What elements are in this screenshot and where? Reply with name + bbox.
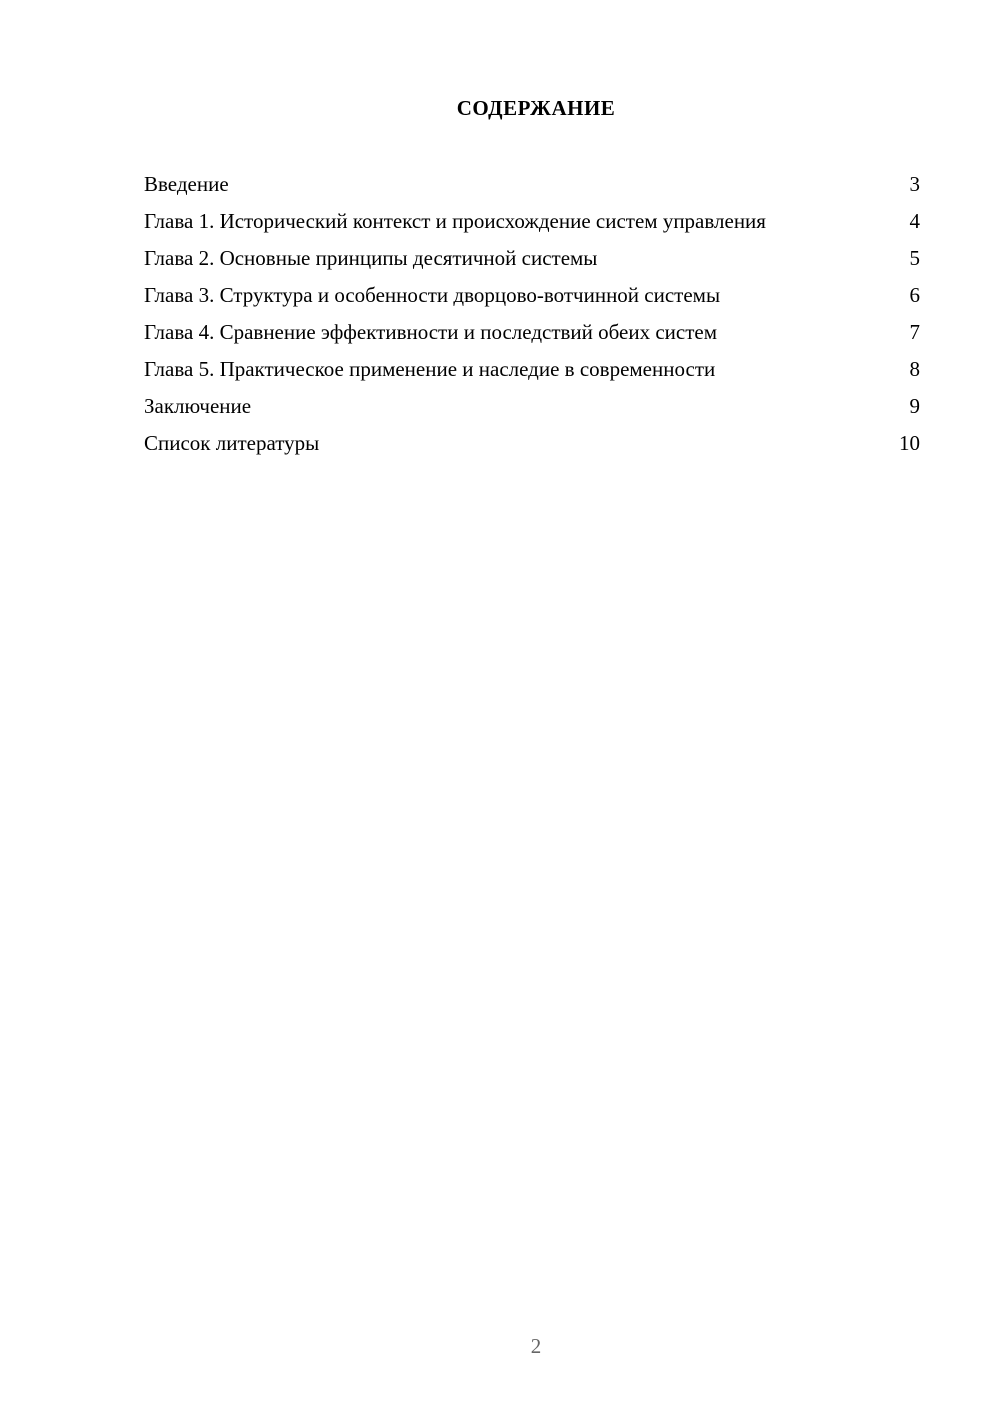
toc-entry-chapter-2 (144, 245, 920, 272)
toc-entry-title: Глава 1. Исторический контекст и происхождение систем управления (144, 209, 766, 233)
toc-entry-chapter-4 (144, 319, 920, 346)
toc-entry-introduction (144, 171, 920, 198)
toc-entry-title: Глава 3. Структура и особенности дворцово-вотчинной системы (144, 283, 721, 307)
toc-entry-title: Введение (144, 172, 229, 196)
toc-entry-page: 9 (909, 394, 920, 418)
toc-entry-chapter-5 (144, 356, 920, 383)
page-number: 2 (530, 1334, 542, 1358)
toc-entry-chapter-1 (144, 208, 920, 235)
toc-entry-page: 5 (909, 246, 920, 270)
toc-entry-title: Глава 4. Сравнение эффективности и последствий обеих систем (144, 320, 718, 344)
toc-entry-page: 4 (909, 209, 920, 233)
toc-entry-page: 8 (909, 357, 920, 381)
toc-entry-title: Список литературы (144, 431, 320, 455)
toc-heading: СОДЕРЖАНИЕ (456, 96, 616, 120)
toc-entry-conclusion (144, 393, 920, 420)
table-of-contents (144, 171, 920, 467)
toc-entry-page: 7 (909, 320, 920, 344)
toc-entry-page: 10 (899, 431, 920, 455)
toc-entry-title: Заключение (144, 394, 252, 418)
toc-entry-chapter-3 (144, 282, 920, 309)
toc-entry-page: 6 (909, 283, 920, 307)
toc-entry-title: Глава 5. Практическое применение и наследие в современности (144, 357, 716, 381)
toc-entry-title: Глава 2. Основные принципы десятичной системы (144, 246, 598, 270)
toc-entry-page: 3 (909, 172, 920, 196)
toc-entry-bibliography (144, 430, 920, 457)
